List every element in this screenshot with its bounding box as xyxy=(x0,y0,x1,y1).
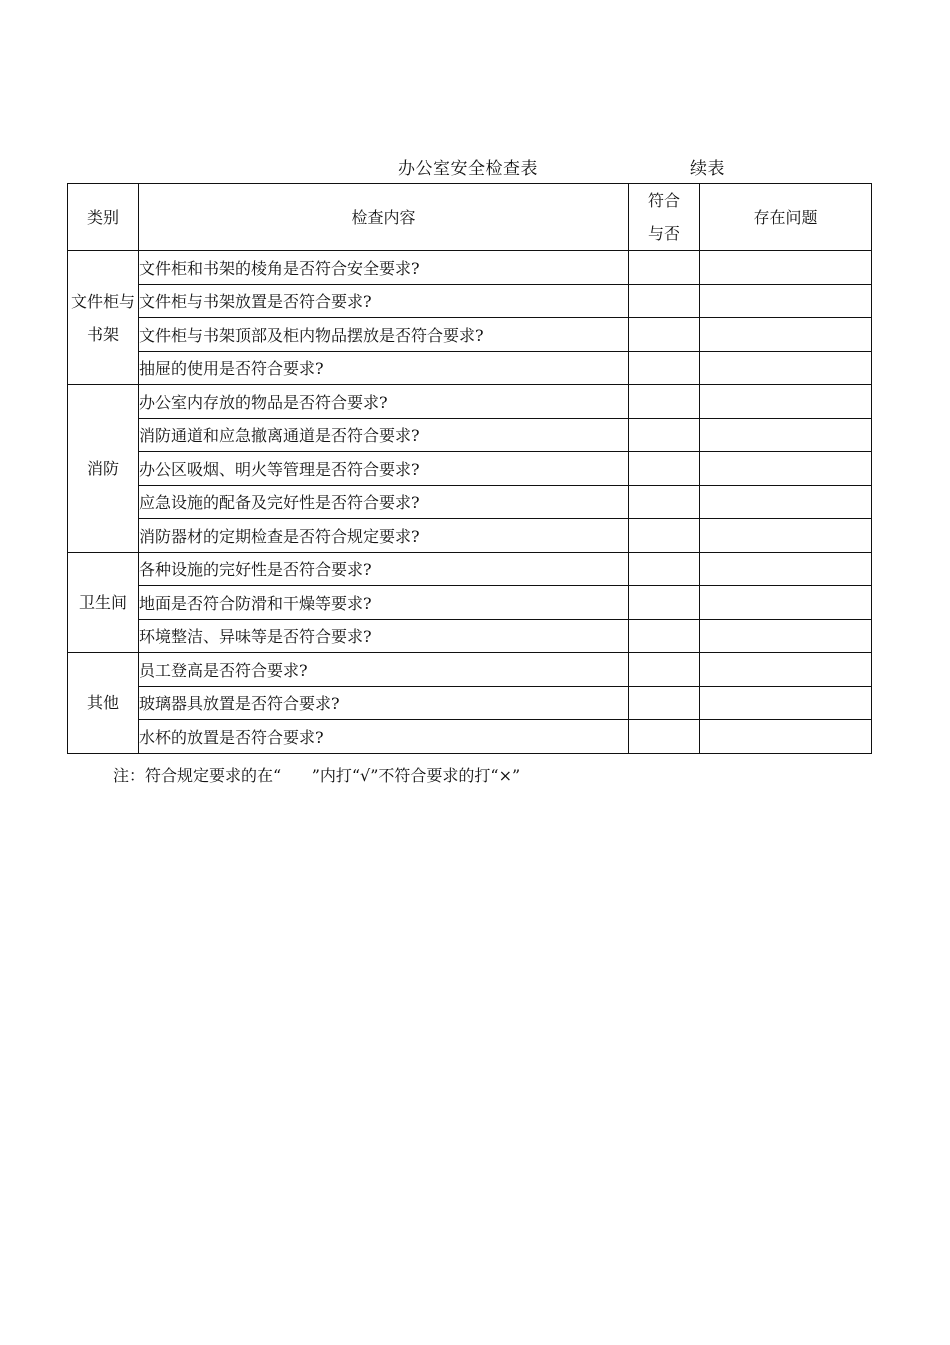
compliance-cell[interactable] xyxy=(629,686,700,720)
compliance-cell[interactable] xyxy=(629,251,700,285)
check-item: 办公区吸烟、明火等管理是否符合要求? xyxy=(139,452,629,486)
compliance-cell[interactable] xyxy=(629,519,700,553)
issues-cell[interactable] xyxy=(700,318,872,352)
table-row xyxy=(68,318,872,352)
issues-cell[interactable] xyxy=(700,519,872,553)
table-row xyxy=(68,385,872,419)
issues-cell[interactable] xyxy=(700,418,872,452)
compliance-cell[interactable] xyxy=(629,452,700,486)
issues-cell[interactable] xyxy=(700,284,872,318)
issues-cell[interactable] xyxy=(700,251,872,285)
check-item: 应急设施的配备及完好性是否符合要求? xyxy=(139,485,629,519)
table-row xyxy=(68,251,872,285)
table-row xyxy=(68,418,872,452)
issues-cell[interactable] xyxy=(700,385,872,419)
compliance-cell[interactable] xyxy=(629,586,700,620)
category-cell: 卫生间 xyxy=(68,552,139,653)
issues-cell[interactable] xyxy=(700,552,872,586)
compliance-cell[interactable] xyxy=(629,653,700,687)
column-header-compliance: 符合与否 xyxy=(629,184,700,251)
check-item: 消防器材的定期检查是否符合规定要求? xyxy=(139,519,629,553)
column-header-content: 检查内容 xyxy=(139,184,629,251)
table-row xyxy=(68,653,872,687)
table-row xyxy=(68,586,872,620)
check-item: 环境整洁、异味等是否符合要求? xyxy=(139,619,629,653)
check-item: 文件柜和书架的棱角是否符合安全要求? xyxy=(139,251,629,285)
check-item: 文件柜与书架顶部及柜内物品摆放是否符合要求? xyxy=(139,318,629,352)
header-row xyxy=(68,184,872,251)
issues-cell[interactable] xyxy=(700,686,872,720)
check-item: 玻璃器具放置是否符合要求? xyxy=(139,686,629,720)
compliance-cell[interactable] xyxy=(629,318,700,352)
compliance-cell[interactable] xyxy=(629,552,700,586)
compliance-cell[interactable] xyxy=(629,619,700,653)
compliance-cell[interactable] xyxy=(629,720,700,754)
table-row xyxy=(68,452,872,486)
check-item: 地面是否符合防滑和干燥等要求? xyxy=(139,586,629,620)
issues-cell[interactable] xyxy=(700,452,872,486)
check-item: 消防通道和应急撤离通道是否符合要求? xyxy=(139,418,629,452)
column-header-issues: 存在问题 xyxy=(700,184,872,251)
footnote: 注：符合规定要求的在“ ”内打“√”不符合要求的打“×” xyxy=(113,766,521,785)
table-row xyxy=(68,351,872,385)
category-cell: 文件柜与书架 xyxy=(68,251,139,385)
category-cell: 其他 xyxy=(68,653,139,754)
table-row xyxy=(68,552,872,586)
table-row xyxy=(68,619,872,653)
safety-checklist-table xyxy=(67,183,872,754)
table-row xyxy=(68,485,872,519)
compliance-cell[interactable] xyxy=(629,485,700,519)
issues-cell[interactable] xyxy=(700,720,872,754)
column-header-category: 类别 xyxy=(68,184,139,251)
table-row xyxy=(68,720,872,754)
table-row xyxy=(68,686,872,720)
continued-label: 续表 xyxy=(690,159,725,179)
page-title: 办公室安全检查表 xyxy=(398,159,538,179)
check-item: 水杯的放置是否符合要求? xyxy=(139,720,629,754)
check-item: 文件柜与书架放置是否符合要求? xyxy=(139,284,629,318)
issues-cell[interactable] xyxy=(700,653,872,687)
category-cell: 消防 xyxy=(68,385,139,553)
table-row xyxy=(68,519,872,553)
compliance-cell[interactable] xyxy=(629,284,700,318)
compliance-cell[interactable] xyxy=(629,418,700,452)
check-item: 各种设施的完好性是否符合要求? xyxy=(139,552,629,586)
issues-cell[interactable] xyxy=(700,351,872,385)
table-row xyxy=(68,284,872,318)
compliance-cell[interactable] xyxy=(629,351,700,385)
issues-cell[interactable] xyxy=(700,485,872,519)
issues-cell[interactable] xyxy=(700,586,872,620)
check-item: 办公室内存放的物品是否符合要求? xyxy=(139,385,629,419)
issues-cell[interactable] xyxy=(700,619,872,653)
compliance-cell[interactable] xyxy=(629,385,700,419)
check-item: 抽屉的使用是否符合要求? xyxy=(139,351,629,385)
check-item: 员工登高是否符合要求? xyxy=(139,653,629,687)
